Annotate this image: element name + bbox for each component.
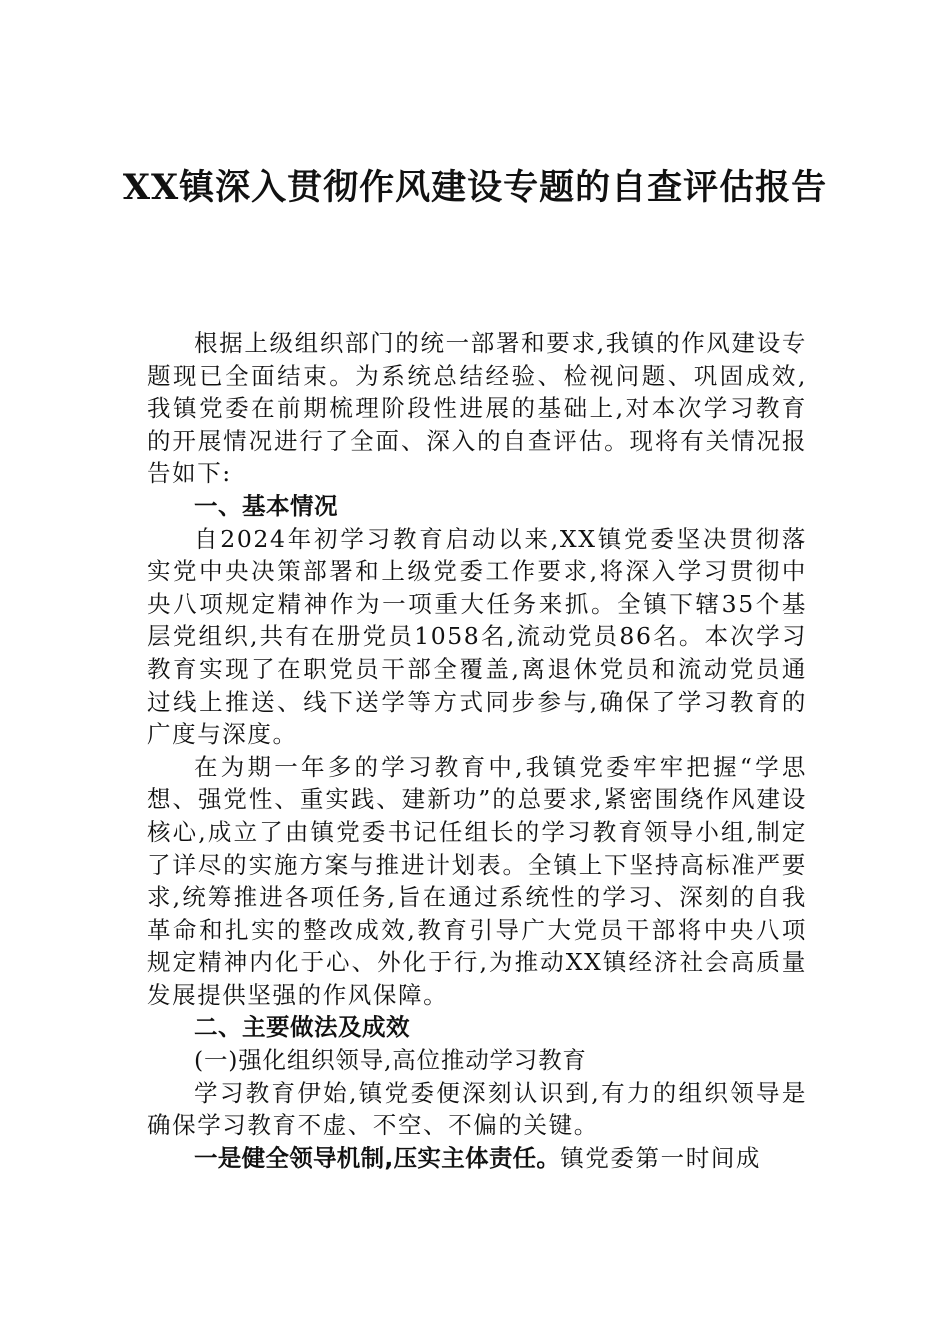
document-body <box>147 327 807 1174</box>
section-heading-basic-situation: 一、基本情况 <box>194 491 338 520</box>
document-title: XX镇深入贯彻作风建设专题的自查评估报告 <box>122 167 828 208</box>
body-paragraph: 在为期一年多的学习教育中,我镇党委牢牢把握“学思想、强党性、重实践、建新功”的总要求,紧密围绕作风建设核心,成立了由镇党委书记任组长的学习教育领导小组,制定了详尽的实施方案与推进计划表。全镇上下坚持高标准严要求,统筹推进各项任务,旨在通过系统性的学习、深刻的自我革命和扎实的整改成效,教育引导广大党员干部将中央八项规定精神内化于心、外化于行,为推动XX镇经济社会高质量发展提供坚强的作风保障。 <box>147 752 807 1009</box>
paragraph-text: 镇党委第一时间成 <box>560 1143 762 1172</box>
body-paragraph: 学习教育伊始,镇党委便深刻认识到,有力的组织领导是确保学习教育不虚、不空、不偏的关键。 <box>147 1078 807 1140</box>
section-heading-main-practices: 二、主要做法及成效 <box>194 1013 410 1042</box>
intro-paragraph: 根据上级组织部门的统一部署和要求,我镇的作风建设专题现已全面结束。为系统总结经验、检视问题、巩固成效,我镇党委在前期梳理阶段性进展的基础上,对本次学习教育的开展情况进行了全面、深入的自查评估。现将有关情况报告如下: <box>147 329 807 488</box>
body-paragraph-last <box>147 1142 807 1175</box>
subsection-heading: (一)强化组织领导,高位推动学习教育 <box>194 1046 587 1075</box>
body-paragraph: 自2024年初学习教育启动以来,XX镇党委坚决贯彻落实党中央决策部署和上级党委工作要求,将深入学习贯彻中央八项规定精神作为一项重大任务来抓。全镇下辖35个基层党组织,共有在册党员1058名,流动党员86名。本次学习教育实现了在职党员干部全覆盖,离退休党员和流动党员通过线上推送、线下送学等方式同步参与,确保了学习教育的广度与深度。 <box>147 524 807 749</box>
paragraph-lead-text: 一是健全领导机制,压实主体责任。 <box>194 1143 561 1172</box>
